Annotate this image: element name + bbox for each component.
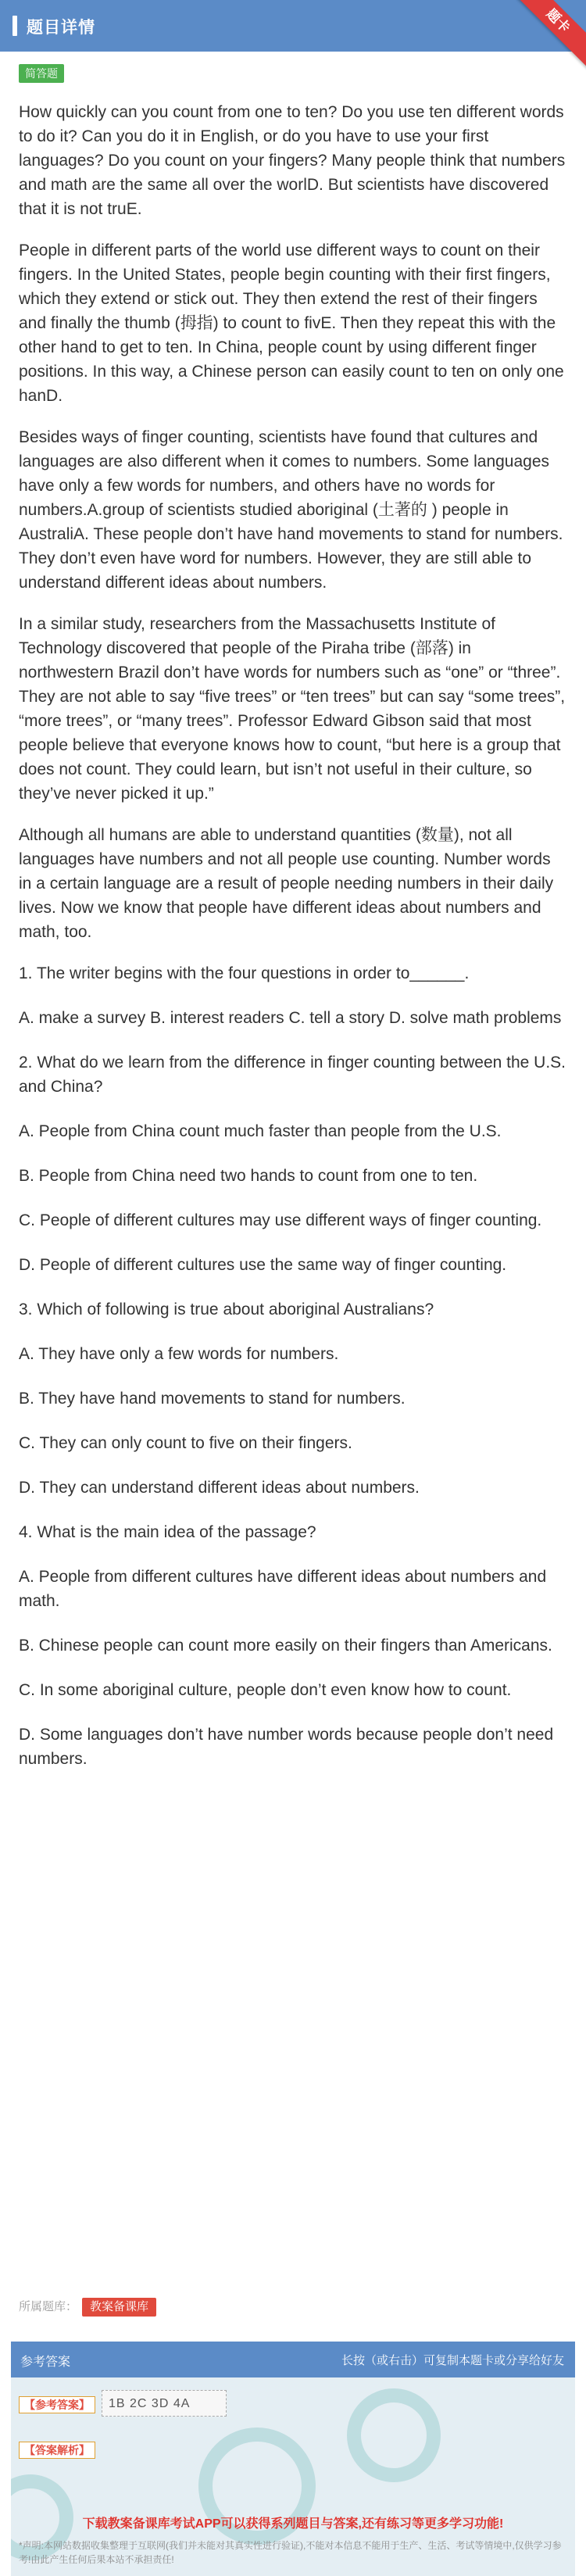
question-content — [19, 100, 567, 1791]
question-option: B. People from China need two hands to count from one to ten. — [19, 1167, 478, 1185]
passage-paragraph: People in different parts of the world use different ways to count on their fingers. In the United States, people begin counting with their first fingers, which they extend or stick out. They then extend the rest of their fingers and finally the thumb (拇指) to count to fivE. Then they repeat this with the other hand to get to ten. In China, people count by using different finger positions. In this way, a Chinese person can easily count to ten on only one hanD. — [19, 242, 564, 405]
question-options: A. make a survey B. interest readers C. tell a story D. solve math problems — [19, 1009, 562, 1027]
answer-panel-hint: 长按（或右击）可复制本题卡或分享给好友 — [341, 2354, 564, 2367]
question-type-badge: 简答题 — [19, 64, 64, 83]
question-option: C. People of different cultures may use different ways of finger counting. — [19, 1211, 542, 1229]
passage-paragraph: In a similar study, researchers from the Massachusetts Institute of Technology discovered that people of the Piraha tribe (部落) in northwestern Brazil don’t have words for numbers such as “one” or “three”. They are not able to say “five trees” or “ten trees” but can say “some trees”, “more trees”, or “many trees”. Professor Edward Gibson said that most people believe that everyone knows how to count, “but here is a group that does not count. They could learn, but isn’t not useful in their culture, so they’ve never picked it up.” — [19, 615, 566, 803]
question-option: D. They can understand different ideas about numbers. — [19, 1479, 420, 1497]
title-accent-bar — [13, 16, 17, 36]
source-tag-link[interactable]: 教案备课库 — [82, 2298, 156, 2317]
source-row — [19, 2298, 156, 2317]
page-header — [0, 0, 586, 52]
question-stem: 4. What is the main idea of the passage? — [19, 1523, 316, 1541]
question-option: A. They have only a few words for numbers. — [19, 1345, 339, 1363]
analysis-label: 【答案解析】 — [19, 2442, 95, 2459]
question-option: B. They have hand movements to stand for numbers. — [19, 1390, 406, 1408]
passage-paragraph: Although all humans are able to understand quantities (数量), not all languages have numbers and not all people use counting. Number words in a certain language are a result of people needing numbers in their daily lives. Now we know that people have different ideas about numbers and math, too. — [19, 826, 554, 941]
question-option: D. People of different cultures use the same way of finger counting. — [19, 1256, 507, 1274]
page-title: 题目详情 — [27, 19, 95, 37]
answer-panel-title: 参考答案 — [20, 2356, 71, 2369]
passage-paragraph: How quickly can you count from one to ten? Do you use ten different words to do it? Can you do it in English, or do you have to use your first languages? Do you count on your fingers? Many people think that numbers and math are the same all over the worlD. But scientists have discovered that it is not truE. — [19, 103, 566, 218]
question-option: A. People from different cultures have different ideas about numbers and math. — [19, 1568, 547, 1610]
disclaimer-text: *声明:本网站数据收集整理于互联网(我们并未能对其真实性进行验证),不能对本信息不能用于生产、生活、考试等情境中,仅供学习参考!由此产生任何后果本站不承担责任! — [19, 2540, 562, 2565]
source-label: 所属题库： — [19, 2300, 78, 2313]
question-stem: 3. Which of following is true about aboriginal Australians? — [19, 1301, 434, 1318]
question-stem: 1. The writer begins with the four questions in order to______. — [19, 964, 470, 982]
corner-ribbon — [516, 0, 586, 70]
question-option: C. In some aboriginal culture, people don’t even know how to count. — [19, 1681, 512, 1699]
question-option: C. They can only count to five on their fingers. — [19, 1434, 352, 1452]
ribbon-label: 题卡 — [516, 0, 586, 68]
reference-answer-value: 1B 2C 3D 4A — [102, 2390, 227, 2417]
download-app-promo[interactable]: 下载教案备课库考试APP可以获得系列题目与答案,还有练习等更多学习功能! — [82, 2517, 504, 2531]
question-option: B. Chinese people can count more easily on their fingers than Americans. — [19, 1637, 552, 1655]
watermark-logo-icon — [347, 2388, 441, 2482]
question-option: D. Some languages don’t have number words because people don’t need numbers. — [19, 1726, 554, 1768]
answer-panel-header — [11, 2342, 575, 2377]
answer-panel — [11, 2342, 575, 2576]
question-option: A. People from China count much faster than people from the U.S. — [19, 1122, 502, 1140]
passage-paragraph: Besides ways of finger counting, scientists have found that cultures and languages are also different when it comes to numbers. Some languages have only a few words for numbers, and others have no words for numbers.A.group of scientists studied aboriginal (土著的 ) people in AustraliA. These people don’t have hand movements to stand for numbers. They don’t even have word for numbers. However, they are still able to understand different ideas about numbers. — [19, 428, 563, 592]
reference-answer-label: 【参考答案】 — [19, 2396, 95, 2413]
question-stem: 2. What do we learn from the difference in finger counting between the U.S. and China? — [19, 1054, 566, 1096]
